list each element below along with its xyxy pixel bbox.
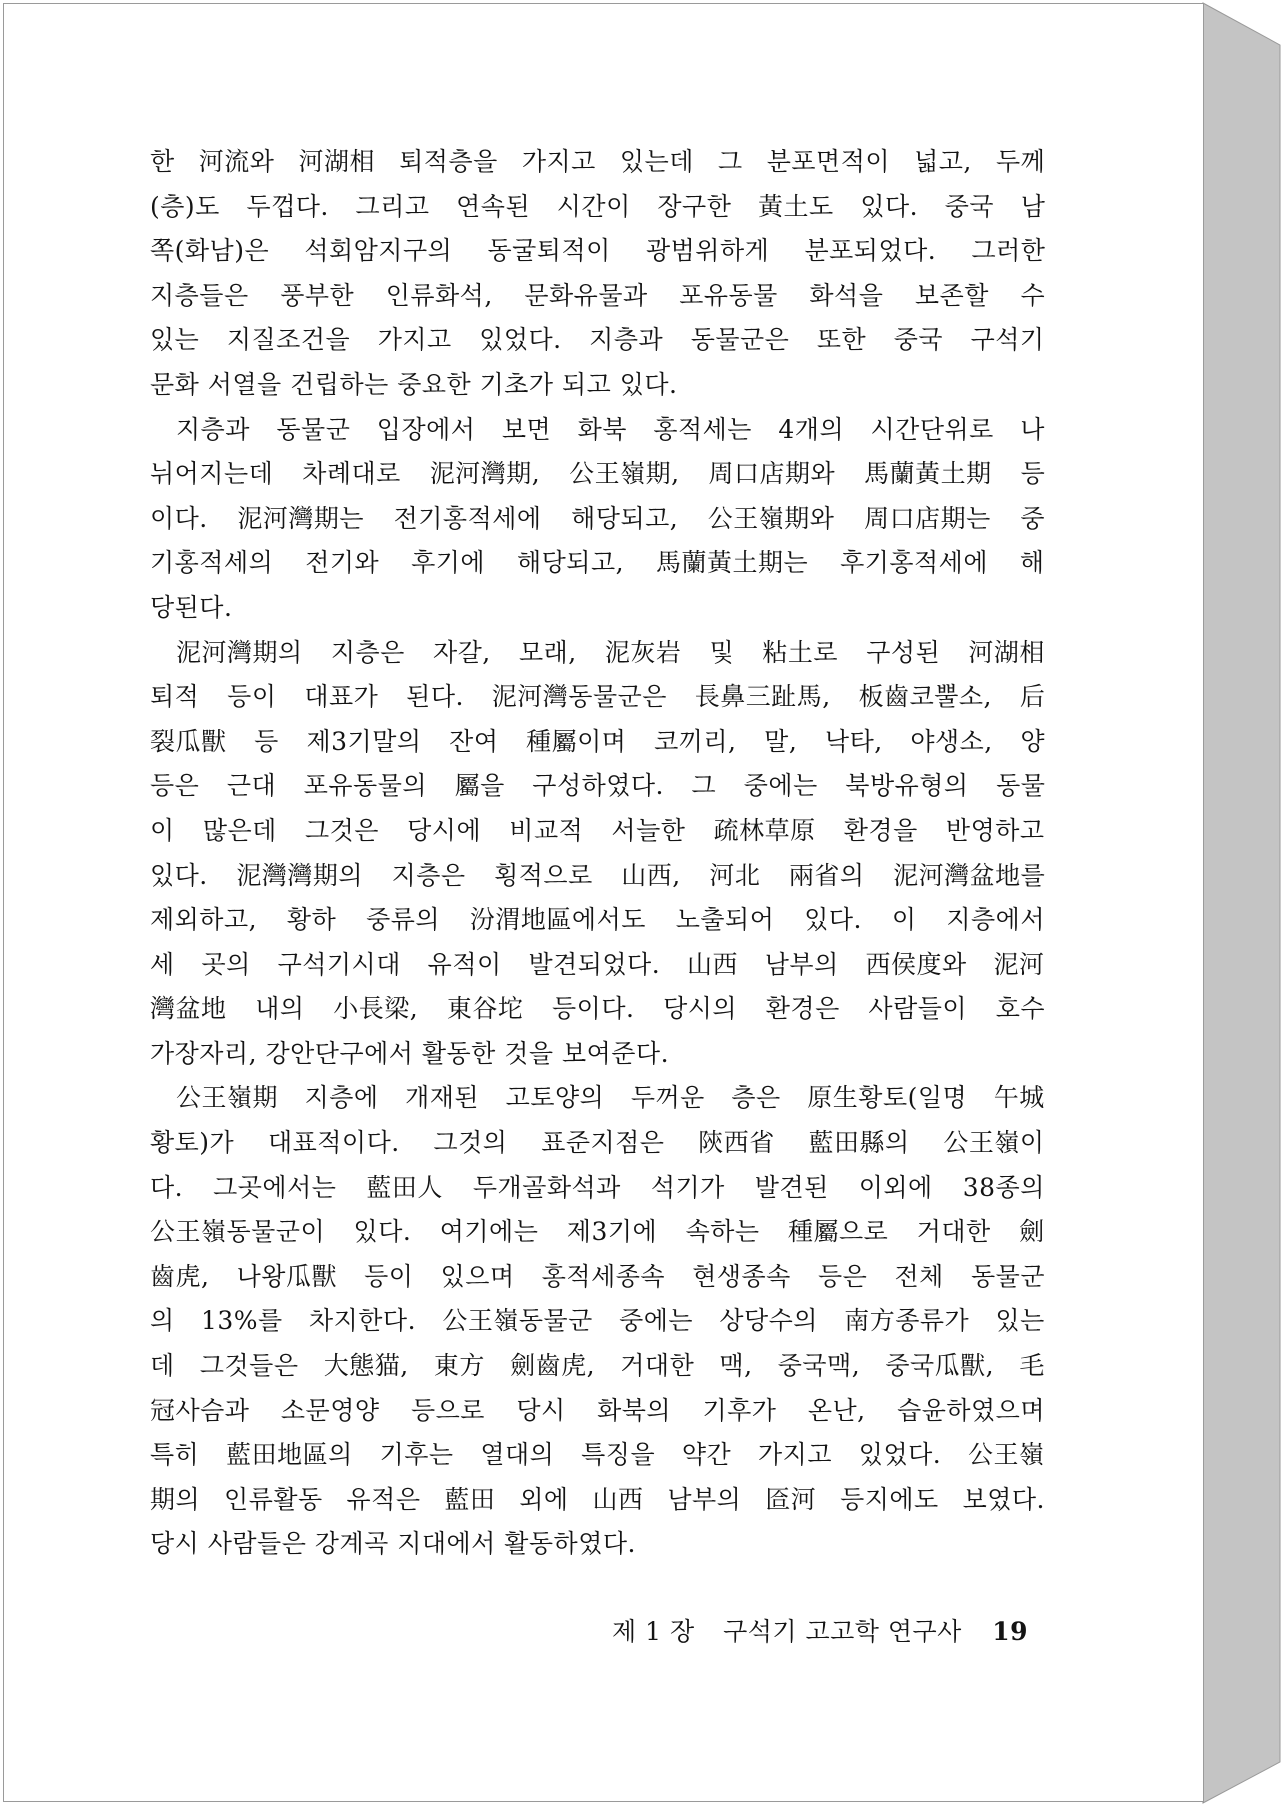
paragraph — [150, 1076, 1045, 1567]
text-line: 문화 서열을 건립하는 중요한 기초가 되고 있다. — [150, 369, 678, 399]
text-line: 뉘어지는데 차례대로 泥河灣期, 公王嶺期, 周口店期와 馬蘭黃土期 등 — [150, 459, 1046, 489]
text-line: (층)도 두껍다. 그리고 연속된 시간이 장구한 黃土도 있다. 중국 남 — [150, 191, 1046, 221]
text-line: 퇴적 등이 대표가 된다. 泥河灣동물군은 長鼻三趾馬, 板齒코뿔소, 后 — [150, 682, 1046, 712]
text-line: 당된다. — [150, 592, 233, 622]
text-line: 의 13%를 차지한다. 公王嶺동물군 중에는 상당수의 南方종류가 있는 — [150, 1306, 1045, 1336]
text-line: 제외하고, 황하 중류의 汾渭地區에서도 노출되어 있다. 이 지층에서 — [150, 905, 1045, 935]
text-line: 특히 藍田地區의 기후는 열대의 특징을 약간 가지고 있었다. 公王嶺 — [150, 1440, 1045, 1470]
text-line: 期의 인류활동 유적은 藍田 외에 山西 남부의 匼河 등지에도 보였다. — [150, 1484, 1045, 1514]
text-line: 쪽(화남)은 석회암지구의 동굴퇴적이 광범위하게 분포되었다. 그러한 — [150, 236, 1046, 266]
paragraph — [150, 631, 1045, 1077]
text-line: 이다. 泥河灣期는 전기홍적세에 해당되고, 公王嶺期와 周口店期는 중 — [150, 503, 1045, 533]
text-line: 데 그것들은 大態猫, 東方 劍齒虎, 거대한 맥, 중국맥, 중국瓜獸, 毛 — [150, 1351, 1045, 1381]
text-line: 다. 그곳에서는 藍田人 두개골화석과 석기가 발견된 이외에 38종의 — [150, 1172, 1045, 1202]
footer-chapter: 제 1 장 — [612, 1617, 695, 1646]
text-line: 이 많은데 그것은 당시에 비교적 서늘한 疏林草原 환경을 반영하고 — [150, 815, 1045, 845]
text-line: 公王嶺期 지층에 개재된 고토양의 두꺼운 층은 原生황토(일명 午城 — [176, 1083, 1045, 1113]
text-line: 있다. 泥灣灣期의 지층은 횡적으로 山西, 河北 兩省의 泥河灣盆地를 — [150, 860, 1046, 890]
text-line: 지층과 동물군 입장에서 보면 화북 홍적세는 4개의 시간단위로 나 — [176, 414, 1045, 444]
paragraph — [150, 408, 1045, 631]
page-number: 19 — [992, 1617, 1029, 1646]
text-line: 齒虎, 나왕瓜獸 등이 있으며 홍적세종속 현생종속 등은 전체 동물군 — [150, 1261, 1045, 1291]
text-line: 가장자리, 강안단구에서 활동한 것을 보여준다. — [150, 1038, 670, 1068]
text-line: 기홍적세의 전기와 후기에 해당되고, 馬蘭黃土期는 후기홍적세에 해 — [150, 548, 1045, 578]
paragraph — [150, 140, 1045, 408]
text-line: 황토)가 대표적이다. 그것의 표준지점은 陝西省 藍田縣의 公王嶺이 — [150, 1128, 1045, 1158]
text-line: 지층들은 풍부한 인류화석, 문화유물과 포유동물 화석을 보존할 수 — [150, 280, 1046, 310]
text-line: 灣盆地 내의 小長梁, 東谷坨 등이다. 당시의 환경은 사람들이 호수 — [150, 994, 1046, 1024]
text-line: 裂瓜獸 등 제3기말의 잔여 種屬이며 코끼리, 말, 낙타, 야생소, 양 — [150, 726, 1046, 756]
text-line: 公王嶺동물군이 있다. 여기에는 제3기에 속하는 種屬으로 거대한 劍 — [150, 1217, 1045, 1247]
text-line: 세 곳의 구석기시대 유적이 발견되었다. 山西 남부의 西侯度와 泥河 — [150, 949, 1045, 979]
text-line: 泥河灣期의 지층은 자갈, 모래, 泥灰岩 및 粘土로 구성된 河湖相 — [176, 637, 1045, 667]
text-line: 당시 사람들은 강계곡 지대에서 활동하였다. — [150, 1529, 636, 1559]
text-line: 등은 근대 포유동물의 屬을 구성하였다. 그 중에는 북방유형의 동물 — [150, 771, 1046, 801]
text-line: 冠사슴과 소문영양 등으로 당시 화북의 기후가 온난, 습윤하였으며 — [150, 1395, 1045, 1425]
page-body-text — [150, 140, 1045, 1567]
page-footer — [612, 1612, 1029, 1648]
footer-chapter-title: 구석기 고고학 연구사 — [723, 1617, 962, 1646]
text-line: 한 河流와 河湖相 퇴적층을 가지고 있는데 그 분포면적이 넓고, 두께 — [150, 147, 1046, 176]
text-line: 있는 지질조건을 가지고 있었다. 지층과 동물군은 또한 중국 구석기 — [150, 325, 1045, 355]
